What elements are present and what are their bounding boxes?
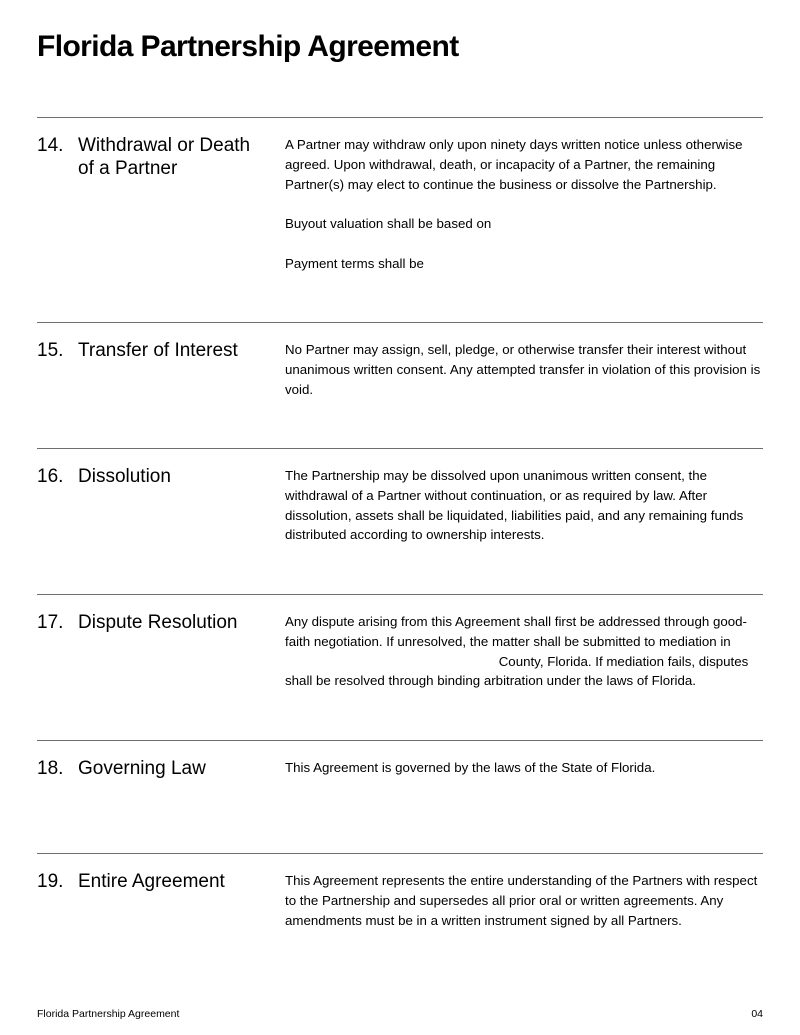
section-number: 19. [37, 871, 64, 892]
section-paragraph: Buyout valuation shall be based on [285, 216, 492, 232]
section-title: Entire Agreement [78, 871, 225, 892]
section-number: 15. [37, 340, 64, 361]
section-body [285, 135, 765, 274]
section-title: Dissolution [78, 466, 171, 487]
section-title: Dispute Resolution [78, 612, 238, 633]
section-dispute-resolution [37, 594, 763, 740]
section-paragraph: This Agreement represents the entire understanding of the Partners with respect to the Partnership and supersedes all prior oral or written agreements. Any amendments must be in a written instrument signed by all Partners. [285, 873, 758, 928]
section-paragraph: County, Florida. If mediation fails, disputes shall be resolved through binding arbitration under the laws of Florida. [285, 653, 749, 689]
section-number: 14. [37, 135, 64, 156]
section-transfer-of-interest [37, 322, 763, 448]
section-dissolution [37, 448, 763, 594]
section-governing-law [37, 740, 763, 853]
section-entire-agreement [37, 853, 763, 973]
section-paragraph: A Partner may withdraw only upon ninety days written notice unless otherwise agreed. Upon withdrawal, death, or incapacity of a Partner, the remaining Partner(s) may elect to continue the business or dissolve the Partnership. [285, 137, 743, 192]
section-number: 18. [37, 758, 64, 779]
section-paragraph: The Partnership may be dissolved upon unanimous written consent, the withdrawal of a Partner without continuation, or as required by law. After dissolution, assets shall be liquidated, liabilities paid, and any remaining funds distributed according to ownership interests. [285, 468, 744, 543]
section-paragraph: No Partner may assign, sell, pledge, or otherwise transfer their interest without unanimous written consent. Any attempted transfer in violation of this provision is void. [285, 342, 761, 397]
section-body [285, 612, 765, 691]
section-body [285, 758, 765, 778]
page-title: Florida Partnership Agreement [37, 30, 459, 63]
section-body [285, 871, 765, 930]
footer-document-title: Florida Partnership Agreement [37, 1008, 180, 1020]
section-title: Withdrawal or Death of a Partner [78, 135, 251, 179]
section-title: Governing Law [78, 758, 206, 779]
section-body [285, 340, 765, 399]
section-number: 17. [37, 612, 64, 633]
footer-page-number: 04 [751, 1008, 763, 1020]
section-paragraph: Payment terms shall be [285, 255, 424, 271]
section-title: Transfer of Interest [78, 340, 238, 361]
section-body [285, 466, 765, 545]
section-withdrawal-or-death [37, 117, 763, 322]
section-number: 16. [37, 466, 64, 487]
section-paragraph: Any dispute arising from this Agreement shall first be addressed through good-faith negotiation. If unresolved, the matter shall be submitted to mediation in [285, 614, 747, 649]
section-paragraph: This Agreement is governed by the laws of the State of Florida. [285, 760, 656, 775]
